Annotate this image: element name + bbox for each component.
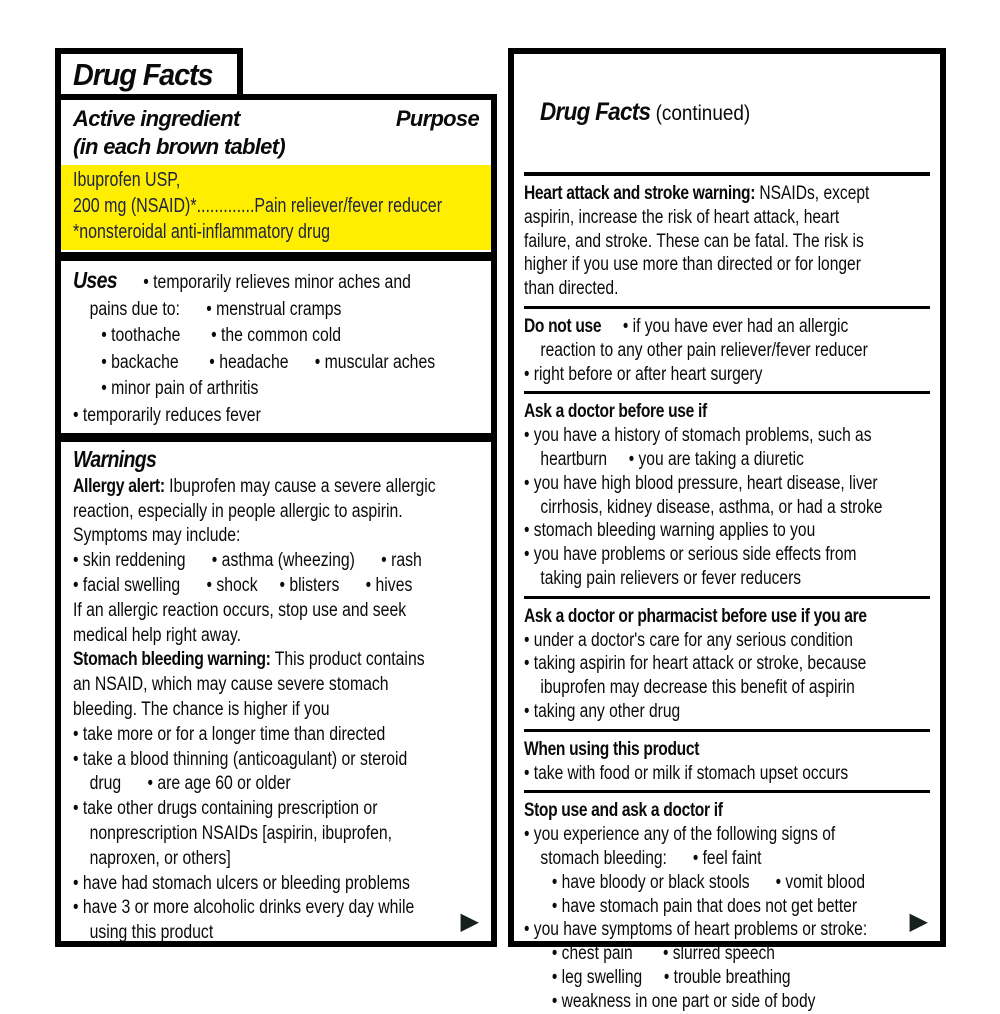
text-line: • you have problems or serious side effects from <box>524 544 857 566</box>
text-line: medical help right away. <box>73 624 242 646</box>
text-line: • backache • headache • muscular aches <box>101 351 436 373</box>
section-divider <box>61 433 491 442</box>
text-line: than directed. <box>524 278 619 300</box>
ask-doctor-section <box>524 400 930 590</box>
continuation-arrow-icon: ▶ <box>460 907 479 935</box>
text-line: Warnings <box>73 446 157 472</box>
text-line: failure, and stroke. These can be fatal. The risk is <box>524 230 864 252</box>
heart-attack-warning-section <box>524 182 930 301</box>
text-line: using this product <box>89 922 214 944</box>
uses-section <box>61 263 491 431</box>
text-line: • skin reddening • asthma (wheezing) • rash <box>73 550 422 572</box>
tablet-note: (in each brown tablet) <box>73 134 285 159</box>
drug-facts-tab <box>55 48 243 94</box>
title-rule <box>524 172 930 176</box>
text-line: • take with food or milk if stomach upset occurs <box>524 762 849 784</box>
text-line: Ask a doctor before use if <box>524 401 707 423</box>
section-rule <box>524 729 930 732</box>
text-line: Symptoms may include: <box>73 525 241 547</box>
text-line: • right before or after heart surgery <box>524 363 763 385</box>
warnings-section <box>61 444 491 946</box>
continued-title-main: Drug Facts <box>540 98 651 126</box>
text-line: bleeding. The chance is higher if you <box>73 698 330 720</box>
text-line: • take other drugs containing prescription or <box>73 798 378 820</box>
text-line: an NSAID, which may cause severe stomach <box>73 674 389 696</box>
text-line: naproxen, or others] <box>89 847 231 869</box>
text-line: stomach bleeding: • feel faint <box>540 847 762 869</box>
continued-title-suffix: (continued) <box>650 102 751 125</box>
text-line: • you have a history of stomach problems, such as <box>524 425 872 447</box>
section-rule <box>524 306 930 309</box>
text-line: reaction, especially in people allergic to aspirin. <box>73 500 403 522</box>
text-line: • leg swelling • trouble breathing <box>551 966 791 988</box>
ask-doctor-pharmacist-section <box>524 605 930 724</box>
text-line: nonprescription NSAIDs [aspirin, ibuprofen, <box>89 822 393 844</box>
page-title: Drug Facts <box>73 57 213 92</box>
text-line: • you have high blood pressure, heart disease, liver <box>524 472 878 494</box>
text-line: • take more or for a longer time than directed <box>73 723 386 745</box>
text-line: • have stomach pain that does not get better <box>551 895 858 917</box>
text-line: Heart attack and stroke warning: NSAIDs, except <box>524 183 870 204</box>
section-rule <box>524 596 930 599</box>
text-line: • chest pain • slurred speech <box>551 943 775 965</box>
text-line: • toothache • the common cold <box>101 325 342 346</box>
text-line: • taking aspirin for heart attack or stroke, because <box>524 653 867 675</box>
text-line: Stomach bleeding warning: This product contains <box>73 649 425 671</box>
stop-use-section <box>524 799 930 1013</box>
text-line: • stomach bleeding warning applies to you <box>524 520 816 542</box>
right-panel <box>508 48 946 1012</box>
text-line: ibuprofen may decrease this benefit of aspirin <box>540 677 855 699</box>
text-line: taking pain relievers or fever reducers <box>540 567 802 589</box>
text-line: • you have symptoms of heart problems or stroke: <box>524 919 868 941</box>
text-line: drug • are age 60 or older <box>89 773 291 795</box>
active-ingredient-header <box>61 100 491 163</box>
highlight-line: 200 mg (NSAID)*.............Pain reliever/fever reducer <box>73 195 443 217</box>
left-panel <box>55 48 497 947</box>
text-line: When using this product <box>524 738 700 760</box>
text-line: • you experience any of the following signs of <box>524 824 836 846</box>
section-divider <box>61 252 491 261</box>
text-line: • have bloody or black stools • vomit blood <box>551 871 866 893</box>
text-line: higher if you use more than directed or for longer <box>524 254 861 276</box>
section-rule <box>524 391 930 394</box>
text-line: • have 3 or more alcoholic drinks every day while <box>73 897 415 919</box>
text-line: • have had stomach ulcers or bleeding problems <box>73 872 410 894</box>
text-line: reaction to any other pain reliever/fever reducer <box>540 339 868 361</box>
text-line: aspirin, increase the risk of heart attack, heart <box>524 206 840 228</box>
text-line: Allergy alert: Ibuprofen may cause a severe allergic <box>73 475 436 497</box>
text-line: • under a doctor's care for any serious condition <box>524 629 853 651</box>
highlight-line: Ibuprofen USP, <box>73 169 181 191</box>
text-line: Stop use and ask a doctor if <box>524 800 723 822</box>
text-line: • minor pain of arthritis <box>101 378 259 399</box>
text-line: • weakness in one part or side of body <box>551 990 816 1012</box>
text-line: Uses • temporarily relieves minor aches and <box>73 267 411 293</box>
text-line: • taking any other drug <box>524 700 681 722</box>
text-line: • take a blood thinning (anticoagulant) or steroid <box>73 748 408 770</box>
section-rule <box>524 790 930 793</box>
highlight-block <box>61 165 491 250</box>
continuation-arrow-icon: ▶ <box>909 907 928 935</box>
highlight-line: *nonsteroidal anti-inflammatory drug <box>73 221 331 243</box>
text-line: • facial swelling • shock • blisters • hives <box>73 574 413 596</box>
text-line: Ask a doctor or pharmacist before use if you are <box>524 605 867 627</box>
active-ingredient-label: Active ingredient <box>73 106 240 131</box>
text-line: pains due to: • menstrual cramps <box>89 298 342 320</box>
do-not-use-section <box>524 315 930 386</box>
left-panel-body <box>55 94 497 947</box>
when-using-section <box>524 738 930 786</box>
text-line: If an allergic reaction occurs, stop use and seek <box>73 599 407 621</box>
text-line: Do not use • if you have ever had an allergic <box>524 315 849 337</box>
purpose-label: Purpose <box>395 106 479 131</box>
text-line: heartburn • you are taking a diuretic <box>540 448 804 470</box>
text-line: • temporarily reduces fever <box>73 404 261 426</box>
continued-title <box>524 58 889 170</box>
text-line: cirrhosis, kidney disease, asthma, or had a stroke <box>540 496 883 518</box>
